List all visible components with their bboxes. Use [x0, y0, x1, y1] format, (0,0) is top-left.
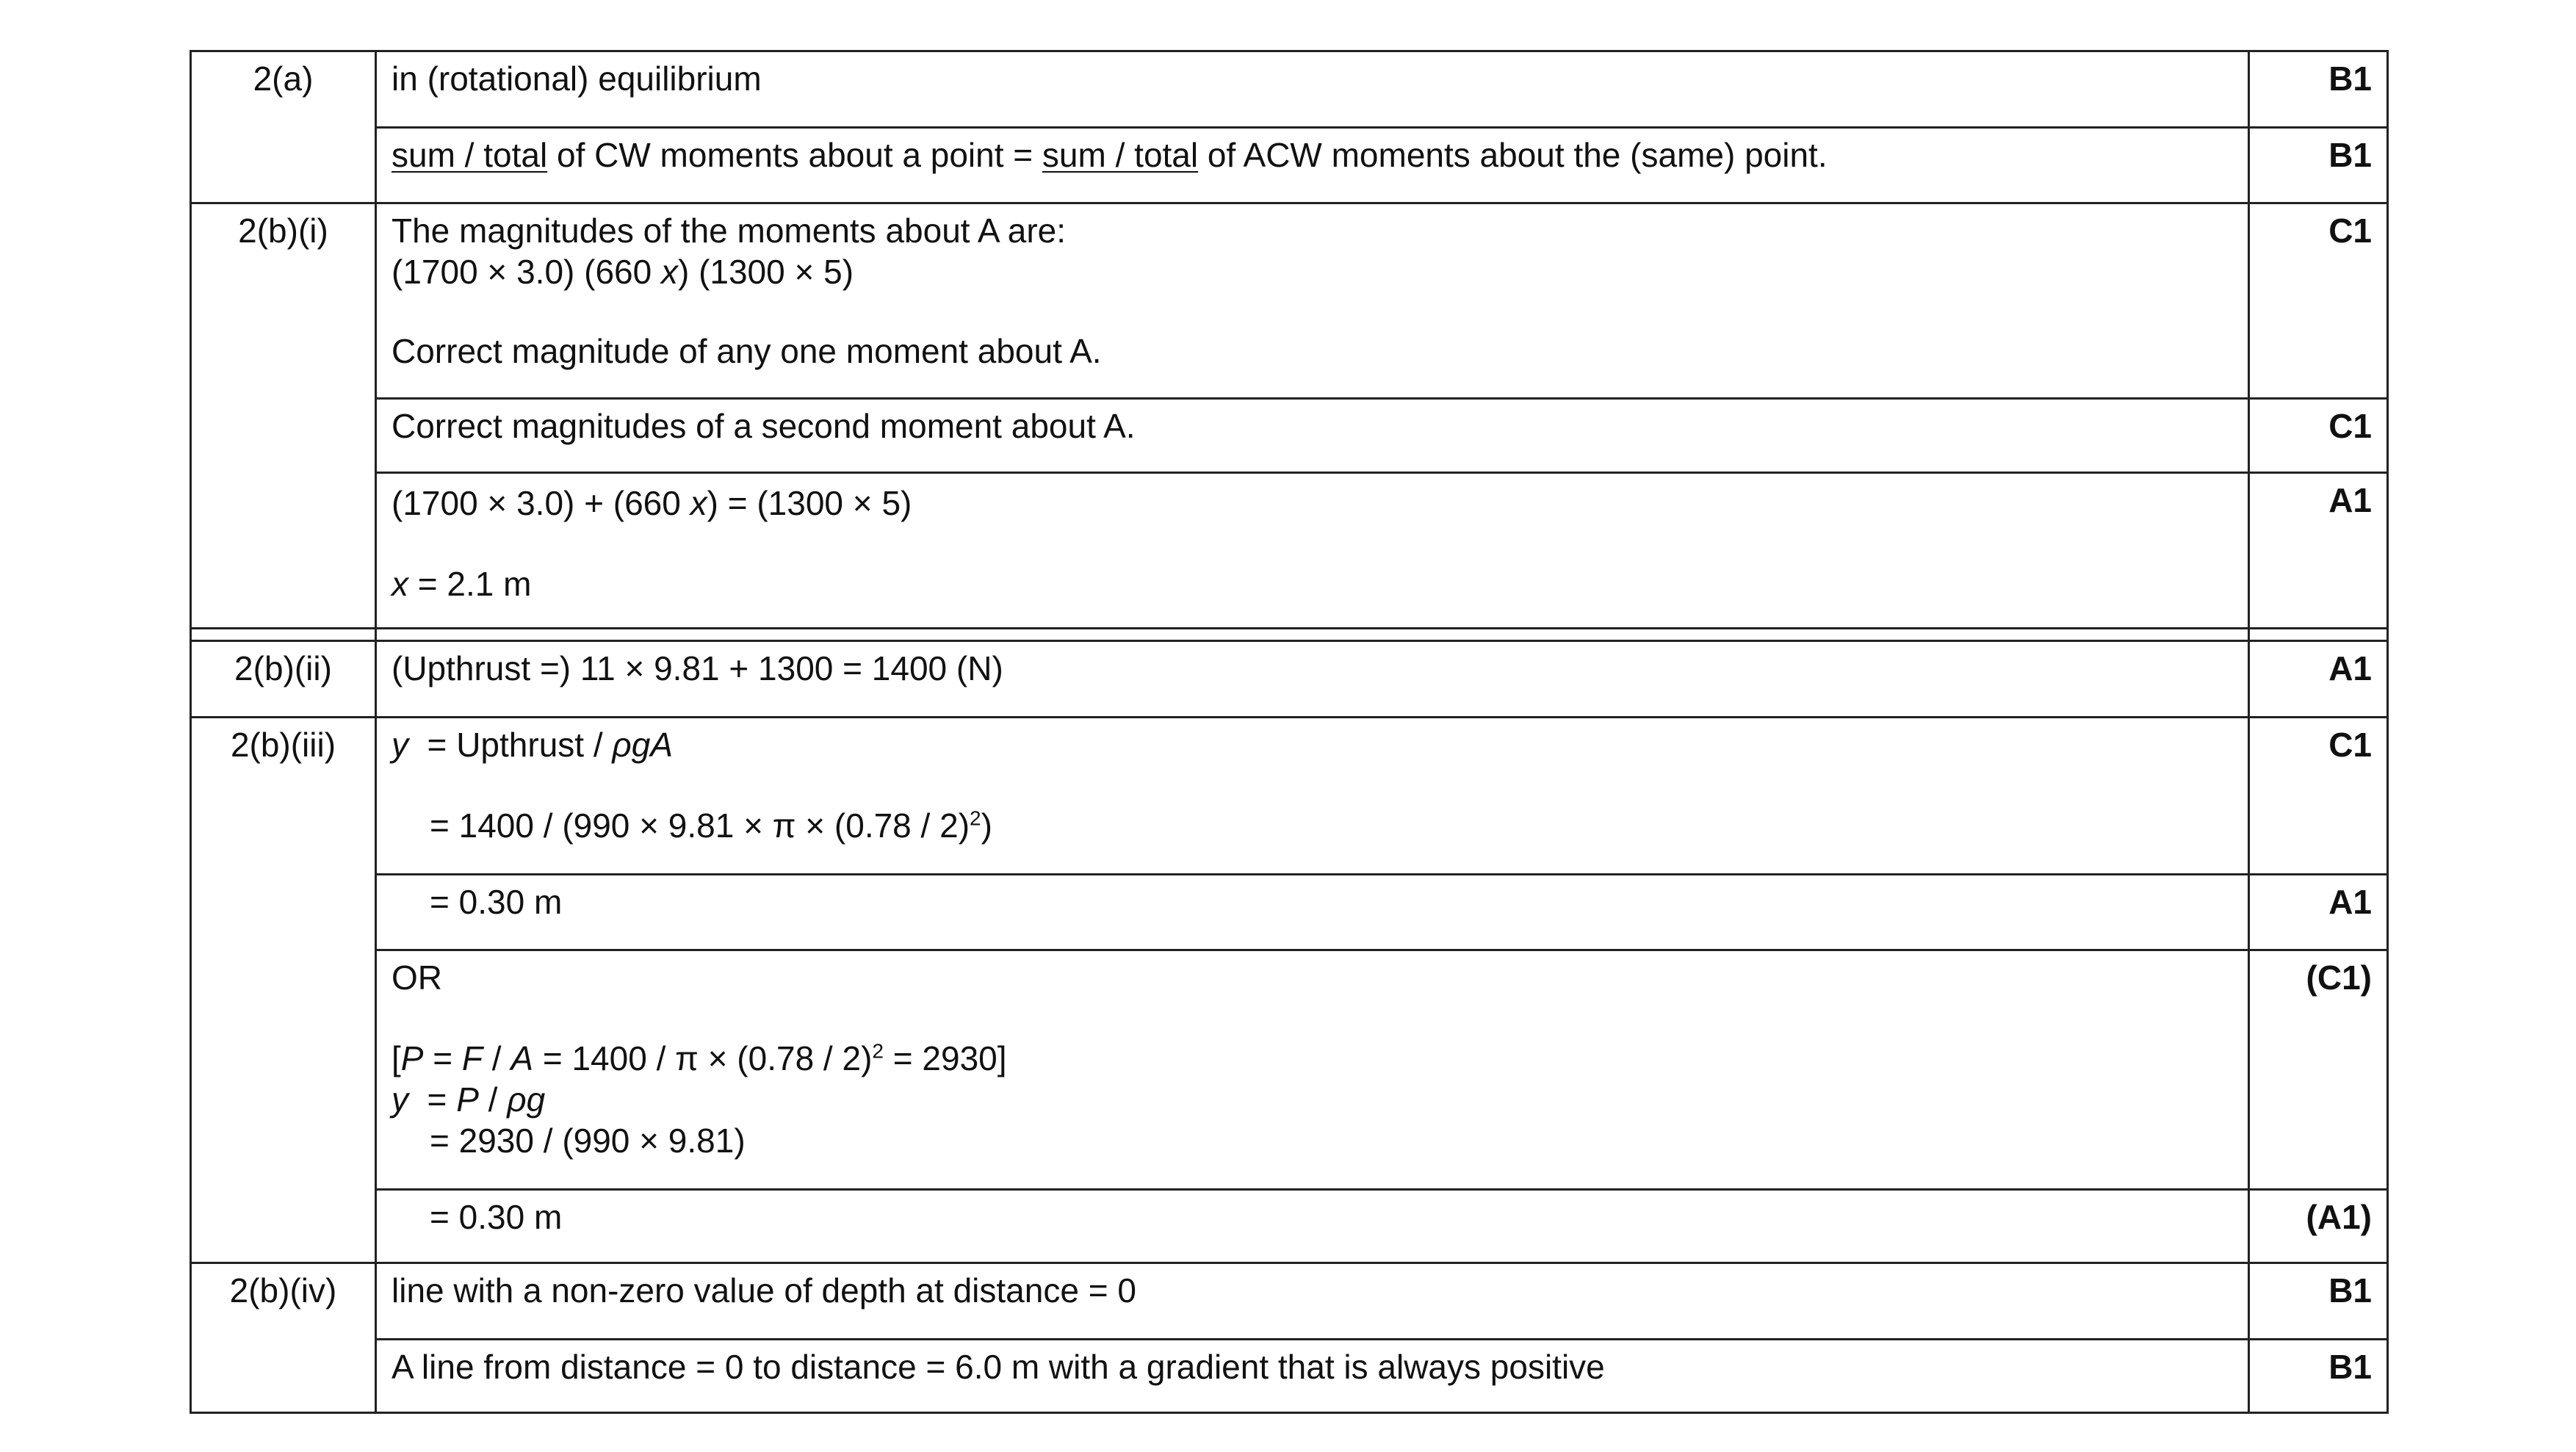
mark-cell: B1 [2249, 51, 2388, 128]
section-divider [191, 629, 2388, 641]
answer-text: Correct magnitude of any one moment about A. [392, 332, 1102, 370]
mark-cell: C1 [2249, 718, 2388, 875]
answer-text: ) = (1300 × 5) [707, 484, 912, 522]
answer-text: = [408, 1080, 457, 1119]
table-row [191, 399, 2388, 473]
variable: P [456, 1080, 479, 1119]
answer-cell [376, 875, 2249, 950]
variable: y [392, 1080, 408, 1119]
answer-text: A line from distance = 0 to distance = 6.0 m with a gradient that is always positive [392, 1348, 1605, 1386]
variable: ρg [507, 1080, 546, 1119]
answer-text: = 0.30 m [430, 883, 563, 921]
question-label: 2(b)(i) [191, 203, 376, 629]
table-row [191, 641, 2388, 718]
question-label: 2(b)(ii) [191, 641, 376, 718]
answer-text: Correct magnitudes of a second moment about A. [392, 407, 1136, 445]
answer-text: = 0.30 m [430, 1198, 563, 1236]
variable: x [690, 484, 707, 522]
table-row [191, 128, 2388, 203]
mark-cell: A1 [2249, 875, 2388, 950]
underlined-term: sum / total [392, 136, 548, 174]
table-row [191, 51, 2388, 128]
answer-text: = 1400 / π × (0.78 / 2) [533, 1039, 873, 1077]
question-label: 2(b)(iv) [191, 1263, 376, 1413]
table-row [191, 1263, 2388, 1340]
answer-text: / [483, 1039, 511, 1077]
variable: A [510, 1039, 534, 1077]
mark-scheme-table [190, 50, 2389, 1414]
mark-cell: A1 [2249, 473, 2388, 629]
table-row [191, 203, 2388, 399]
variable: x [392, 565, 408, 603]
mark-cell: (A1) [2249, 1190, 2388, 1263]
variable: y [392, 726, 408, 764]
answer-cell [376, 1340, 2249, 1413]
question-label: 2(b)(iii) [191, 718, 376, 1263]
answer-text: = Upthrust / [408, 726, 613, 764]
answer-cell [376, 1190, 2249, 1263]
answer-text: = 2.1 m [408, 565, 532, 603]
variable: ρgA [612, 726, 674, 764]
answer-cell [376, 51, 2249, 128]
superscript: 2 [872, 1039, 884, 1063]
answer-cell [376, 473, 2249, 629]
answer-cell [376, 399, 2249, 473]
mark-cell: C1 [2249, 399, 2388, 473]
answer-text: = 2930] [883, 1039, 1007, 1077]
variable: P [400, 1039, 424, 1077]
table-row [191, 1340, 2388, 1413]
answer-text: The magnitudes of the moments about A are: [392, 212, 1067, 250]
answer-text: OR [392, 958, 442, 997]
answer-text: = [423, 1039, 462, 1077]
answer-text: (1700 × 3.0) + (660 [392, 484, 690, 522]
answer-text: line with a non-zero value of depth at distance = 0 [392, 1271, 1136, 1310]
answer-cell [376, 203, 2249, 399]
mark-cell: A1 [2249, 641, 2388, 718]
answer-text: of ACW moments about the (same) point. [1198, 136, 1828, 174]
table-row [191, 950, 2388, 1190]
answer-text: = 1400 / (990 × 9.81 × π × (0.78 / 2) [430, 806, 970, 845]
table-row [191, 473, 2388, 629]
answer-cell [376, 950, 2249, 1190]
variable: x [660, 253, 678, 291]
underlined-term: sum / total [1042, 136, 1199, 174]
mark-cell: C1 [2249, 203, 2388, 399]
mark-cell: B1 [2249, 1263, 2388, 1340]
answer-cell [376, 641, 2249, 718]
mark-cell: B1 [2249, 1340, 2388, 1413]
answer-text: / [478, 1080, 508, 1119]
answer-text: [ [392, 1039, 401, 1077]
answer-text: (1700 × 3.0) (660 [392, 253, 661, 291]
mark-cell: (C1) [2249, 950, 2388, 1190]
answer-text: = 2930 / (990 × 9.81) [430, 1121, 746, 1160]
answer-cell [376, 128, 2249, 203]
answer-cell [376, 718, 2249, 875]
answer-text: ) (1300 × 5) [677, 253, 854, 291]
question-label: 2(a) [191, 51, 376, 203]
variable: F [461, 1039, 483, 1077]
table-row [191, 875, 2388, 950]
answer-text: of CW moments about a point = [547, 136, 1042, 174]
table-row [191, 718, 2388, 875]
superscript: 2 [970, 806, 981, 830]
answer-text: ) [981, 806, 992, 845]
answer-cell [376, 1263, 2249, 1340]
table-row [191, 1190, 2388, 1263]
answer-text: (Upthrust =) 11 × 9.81 + 1300 = 1400 (N) [392, 649, 1003, 687]
answer-text: in (rotational) equilibrium [392, 59, 762, 98]
mark-cell: B1 [2249, 128, 2388, 203]
